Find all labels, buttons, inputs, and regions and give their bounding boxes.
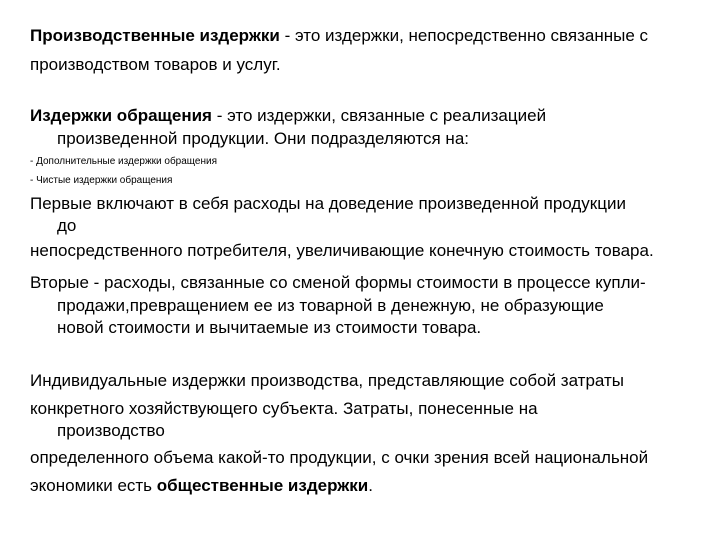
paragraph-1-text: - это издержки, непосредственно связанные с [279, 26, 648, 45]
paragraph-5-line-1: Индивидуальные издержки производства, представляющие собой затраты [30, 371, 624, 390]
paragraph-5-line-3: производство [57, 421, 165, 440]
paragraph-4-line-1: Вторые - расходы, связанные со сменой формы стоимости в процессе купли- [30, 273, 646, 292]
paragraph-2-line-1 [30, 106, 546, 126]
list-item-additional-costs: - Дополнительные издержки обращения [30, 156, 217, 167]
term-social-costs: общественные издержки [156, 476, 369, 495]
paragraph-3-line-3: непосредственного потребителя, увеличивающие конечную стоимость товара. [30, 241, 654, 260]
paragraph-3-line-1: Первые включают в себя расходы на доведение произведенной продукции [30, 194, 626, 213]
paragraph-4-line-3: новой стоимости и вычитаемые из стоимости товара. [57, 318, 482, 337]
term-circulation-costs: Издержки обращения [30, 106, 212, 125]
paragraph-3-line-2: до [57, 216, 77, 235]
paragraph-5-line-5-start: экономики есть [30, 476, 157, 495]
paragraph-1-line-2: производством товаров и услуг. [30, 55, 281, 74]
paragraph-1-line-1 [30, 26, 648, 46]
term-production-costs: Производственные издержки [30, 26, 280, 45]
list-item-net-costs: - Чистые издержки обращения [30, 175, 173, 186]
paragraph-5-line-4: определенного объема какой-то продукции, с очки зрения всей национальной [30, 448, 649, 467]
paragraph-2-line-2: произведенной продукции. Они подразделяются на: [57, 129, 470, 148]
paragraph-5-line-2: конкретного хозяйствующего субъекта. Затраты, понесенные на [30, 399, 538, 418]
paragraph-4-line-2: продажи,превращением ее из товарной в денежную, не образующие [57, 296, 604, 315]
paragraph-5-line-5-end: . [368, 476, 373, 495]
paragraph-5-line-5 [30, 476, 373, 496]
paragraph-2-text: - это издержки, связанные с реализацией [211, 106, 547, 125]
